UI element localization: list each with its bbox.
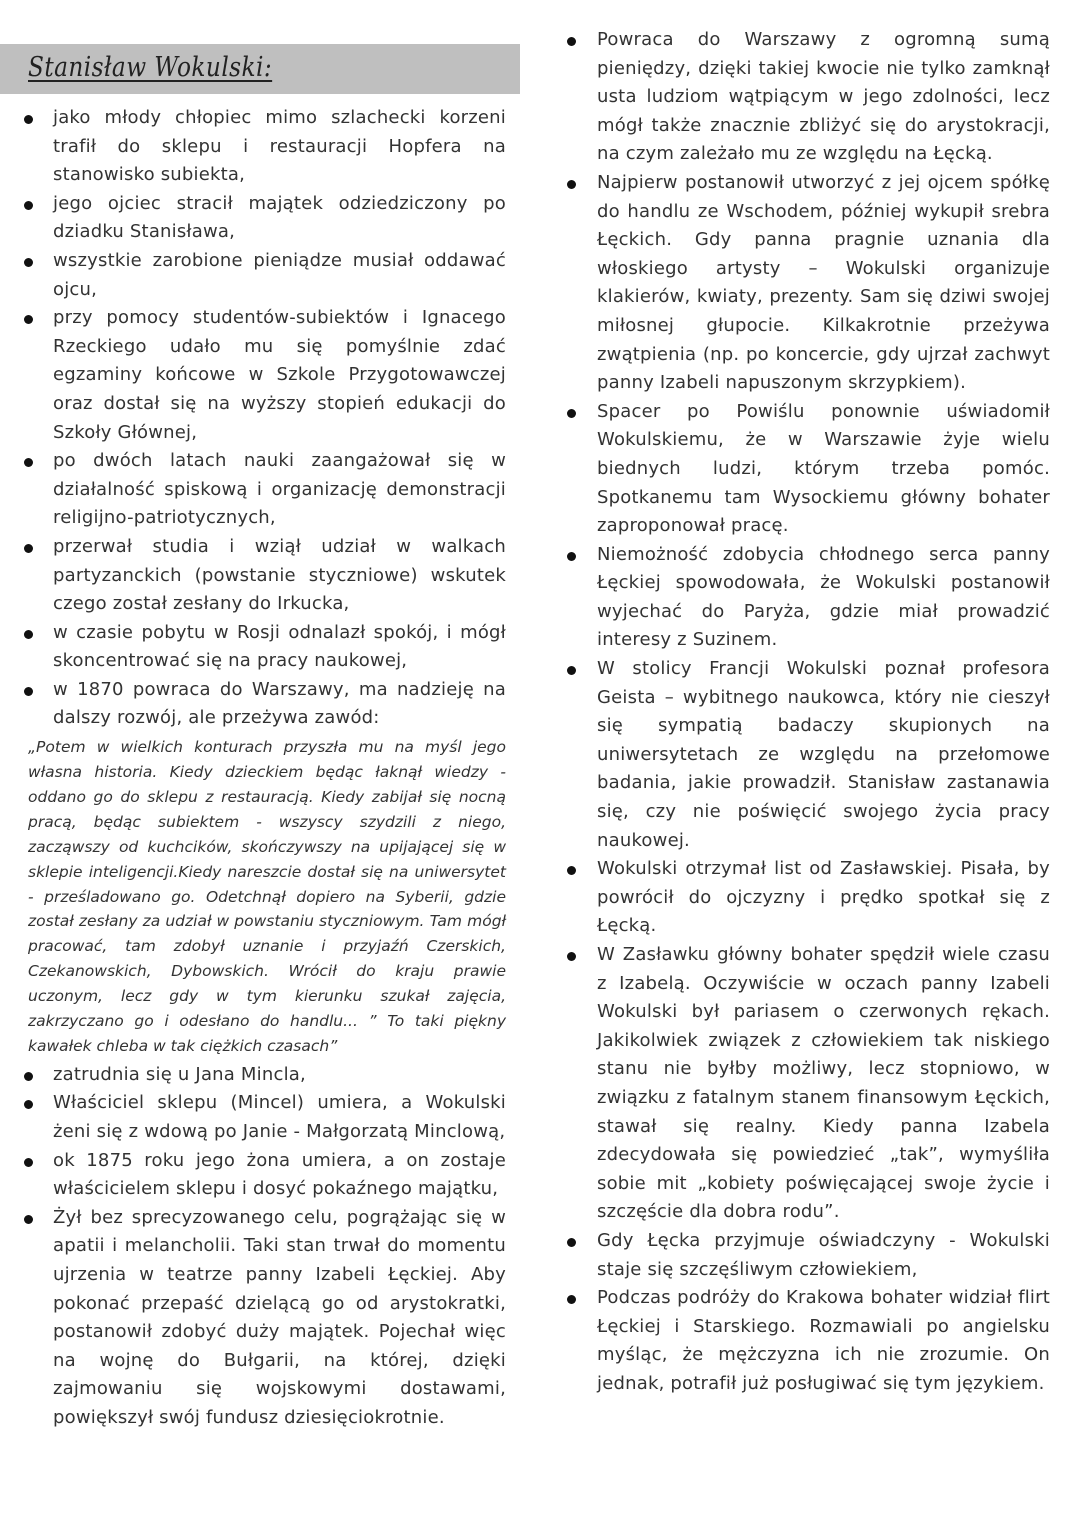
- list-item-text: W Zasławku główny bohater spędził wiele czasu z Izabelą. Oczywiście w oczach panny Izabeli Wokulski był pariasem o czerwonych rękach. Jakikolwiek związek z człowiekiem tak niskiego stanu nie byłby możliwy, lecz stopniowo, w związku z fatalnym stanem finansowym Łęckich, stawał się realny. Kiedy panna Izabela zdecydowała się powiedzieć „tak”, wymyśliła sobie mit „kobiety poświęcającej swoje życie i szczęście dla dobra rodu”.: [597, 944, 1050, 1223]
- list-item: [0, 1089, 506, 1146]
- bullet-list-left-bottom: [0, 1061, 520, 1433]
- list-item: [0, 533, 506, 619]
- list-item-text: Wokulski otrzymał list od Zasławskiej. Pisała, by powrócił do ojczyzny i prędko spotkał się z Łęcką.: [597, 858, 1050, 937]
- list-item: [545, 941, 1050, 1227]
- list-item: [0, 190, 506, 247]
- list-item-text: jego ojciec stracił majątek odziedziczony po dziadku Stanisława,: [53, 192, 506, 243]
- list-item: [545, 541, 1050, 655]
- list-item: [545, 26, 1050, 169]
- list-item-text: ok 1875 roku jego żona umiera, a on zostaje właścicielem sklepu i dosyć pokaźnego majątku,: [53, 1149, 506, 1200]
- list-item: [545, 1284, 1050, 1398]
- list-item-text: w 1870 powraca do Warszawy, ma nadzieję na dalszy rozwój, ale przeżywa zawód:: [53, 678, 506, 729]
- list-item: [0, 676, 506, 733]
- list-item-text: Powraca do Warszawy z ogromną sumą pieniędzy, dzięki takiej kwocie nie tylko zamknął usta ludziom wątpiącym w jego zdolności, lecz mógł także znacznie zbliżyć się do arystokracji, na czym zależało mu ze względu na Łęcką.: [597, 29, 1050, 165]
- list-item-text: Spacer po Powiślu ponownie uświadomił Wokulskiemu, że w Warszawie żyje wielu biednych ludzi, którym trzeba pomóc. Spotkanemu tam Wysockiemu główny bohater zaproponował pracę.: [597, 400, 1050, 537]
- list-item-text: jako młody chłopiec mimo szlachecki korzeni trafił do sklepu i restauracji Hopfera na stanowisko subiekta,: [53, 107, 506, 186]
- bullet-list-right: [545, 26, 1065, 1399]
- list-item: [0, 304, 506, 447]
- list-item: [545, 169, 1050, 398]
- list-item-text: Niemożność zdobycia chłodnego serca panny Łęckiej spowodowała, że Wokulski postanowił wyjechać do Paryża, gdzie miał prowadzić interesy z Suzinem.: [597, 543, 1050, 651]
- list-item-text: zatrudnia się u Jana Mincla,: [53, 1063, 306, 1085]
- right-column: [545, 26, 1065, 1399]
- list-item-text: Żył bez sprecyzowanego celu, pogrążając się w apatii i melancholii. Taki stan trwał do momentu ujrzenia w teatrze panny Izabeli Łęckiej. Aby pokonać przepaść dzielącą go od arystokratki, postanowił zdobyć duży majątek. Pojechał więc na wojnę do Bułgarii, na której, dzięki zajmowaniu się wojskowymi dostawami, powiększył swój fundusz dziesięciokrotnie.: [53, 1206, 506, 1428]
- list-item-text: w czasie pobytu w Rosji odnalazł spokój, i mógł skoncentrować się na pracy naukowej,: [53, 621, 506, 672]
- list-item-text: przy pomocy studentów-subiektów i Ignacego Rzeckiego udało mu się pomyślnie zdać egzaminy końcowe w Szkole Przygotowawczej oraz dostał się na wyższy stopień edukacji do Szkoły Głównej,: [53, 307, 506, 443]
- list-item-text: przerwał studia i wziął udział w walkach partyzanckich (powstanie styczniowe) wskutek czego został zesłany do Irkucka,: [53, 535, 506, 615]
- title-bar: [0, 44, 520, 94]
- left-column: [0, 104, 520, 1433]
- list-item: [0, 1061, 506, 1090]
- list-item: [545, 655, 1050, 855]
- list-item: [545, 855, 1050, 941]
- list-item: [0, 447, 506, 533]
- list-item: [0, 1204, 506, 1433]
- list-item: [545, 1227, 1050, 1284]
- bullet-list-left-top: [0, 104, 520, 733]
- list-item-text: Właściciel sklepu (Mincel) umiera, a Wokulski żeni się z wdową po Janie - Małgorzatą Minclową,: [53, 1092, 506, 1143]
- list-item: [0, 104, 506, 190]
- list-item-text: po dwóch latach nauki zaangażował się w działalność spiskową i organizację demonstracji religijno-patriotycznych,: [53, 450, 506, 529]
- list-item: [0, 247, 506, 304]
- list-item: [545, 398, 1050, 541]
- novel-quote: „Potem w wielkich konturach przyszła mu na myśl jego własna historia. Kiedy dzieckiem będąc łaknął wiedzy - oddano go do sklepu z restauracją. Kiedy zabijał się nocną pracą, będąc subiektem - wszyscy szydzili z niego, zacząwszy od kuchcików, skończywszy na upijającej się w sklepie inteligencji.Kiedy nareszcie dostał się na uniwersytet - prześladowano go. Odetchnął dopiero na Syberii, gdzie został zesłany za udział w powstaniu styczniowym. Tam mógł pracować, tam zdobył uznanie i przyjaźń Czerskich, Czekanowskich, Dybowskich. Wrócił do kraju prawie uczonym, lecz gdy w tym kierunku szukał zajęcia, zakrzyczano go i odesłano do handlu... ” To taki piękny kawałek chleba w tak ciężkich czasach”: [28, 738, 506, 1055]
- list-item-text: Gdy Łęcka przyjmuje oświadczyny - Wokulski staje się szczęśliwym człowiekiem,: [597, 1229, 1050, 1280]
- list-item: [0, 619, 506, 676]
- list-item: [0, 1147, 506, 1204]
- list-item-text: W stolicy Francji Wokulski poznał profesora Geista – wybitnego naukowca, który nie cieszył się sympatią badaczy skupionych na uniwersytetach ze względu na przełomowe badania, jakie prowadził. Stanisław zastanawia się, czy nie poświęcić swojego życia pracy naukowej.: [597, 658, 1050, 851]
- list-item-text: Najpierw postanowił utworzyć z jej ojcem spółkę do handlu ze Wschodem, później wykupił srebra Łęckich. Gdy panna pragnie uznania dla włoskiego artysty – Wokulski organizuje klakierów, kwiaty, prezenty. Sam się dziwi swojej miłosnej głupocie. Kilkakrotnie przeżywa zwątpienia (np. po koncercie, gdy ujrzał zachwyt panny Izabeli napuszonym skrzypkiem).: [597, 171, 1050, 394]
- page-title: Stanisław Wokulski:: [28, 52, 273, 83]
- list-item-text: wszystkie zarobione pieniądze musiał oddawać ojcu,: [53, 249, 506, 300]
- list-item-text: Podczas podróży do Krakowa bohater widział flirt Łęckiej i Starskiego. Rozmawiali po angielsku myśląc, że mężczyzna ich nie zrozumie. On jednak, potrafił już posługiwać się tym językiem.: [597, 1287, 1050, 1394]
